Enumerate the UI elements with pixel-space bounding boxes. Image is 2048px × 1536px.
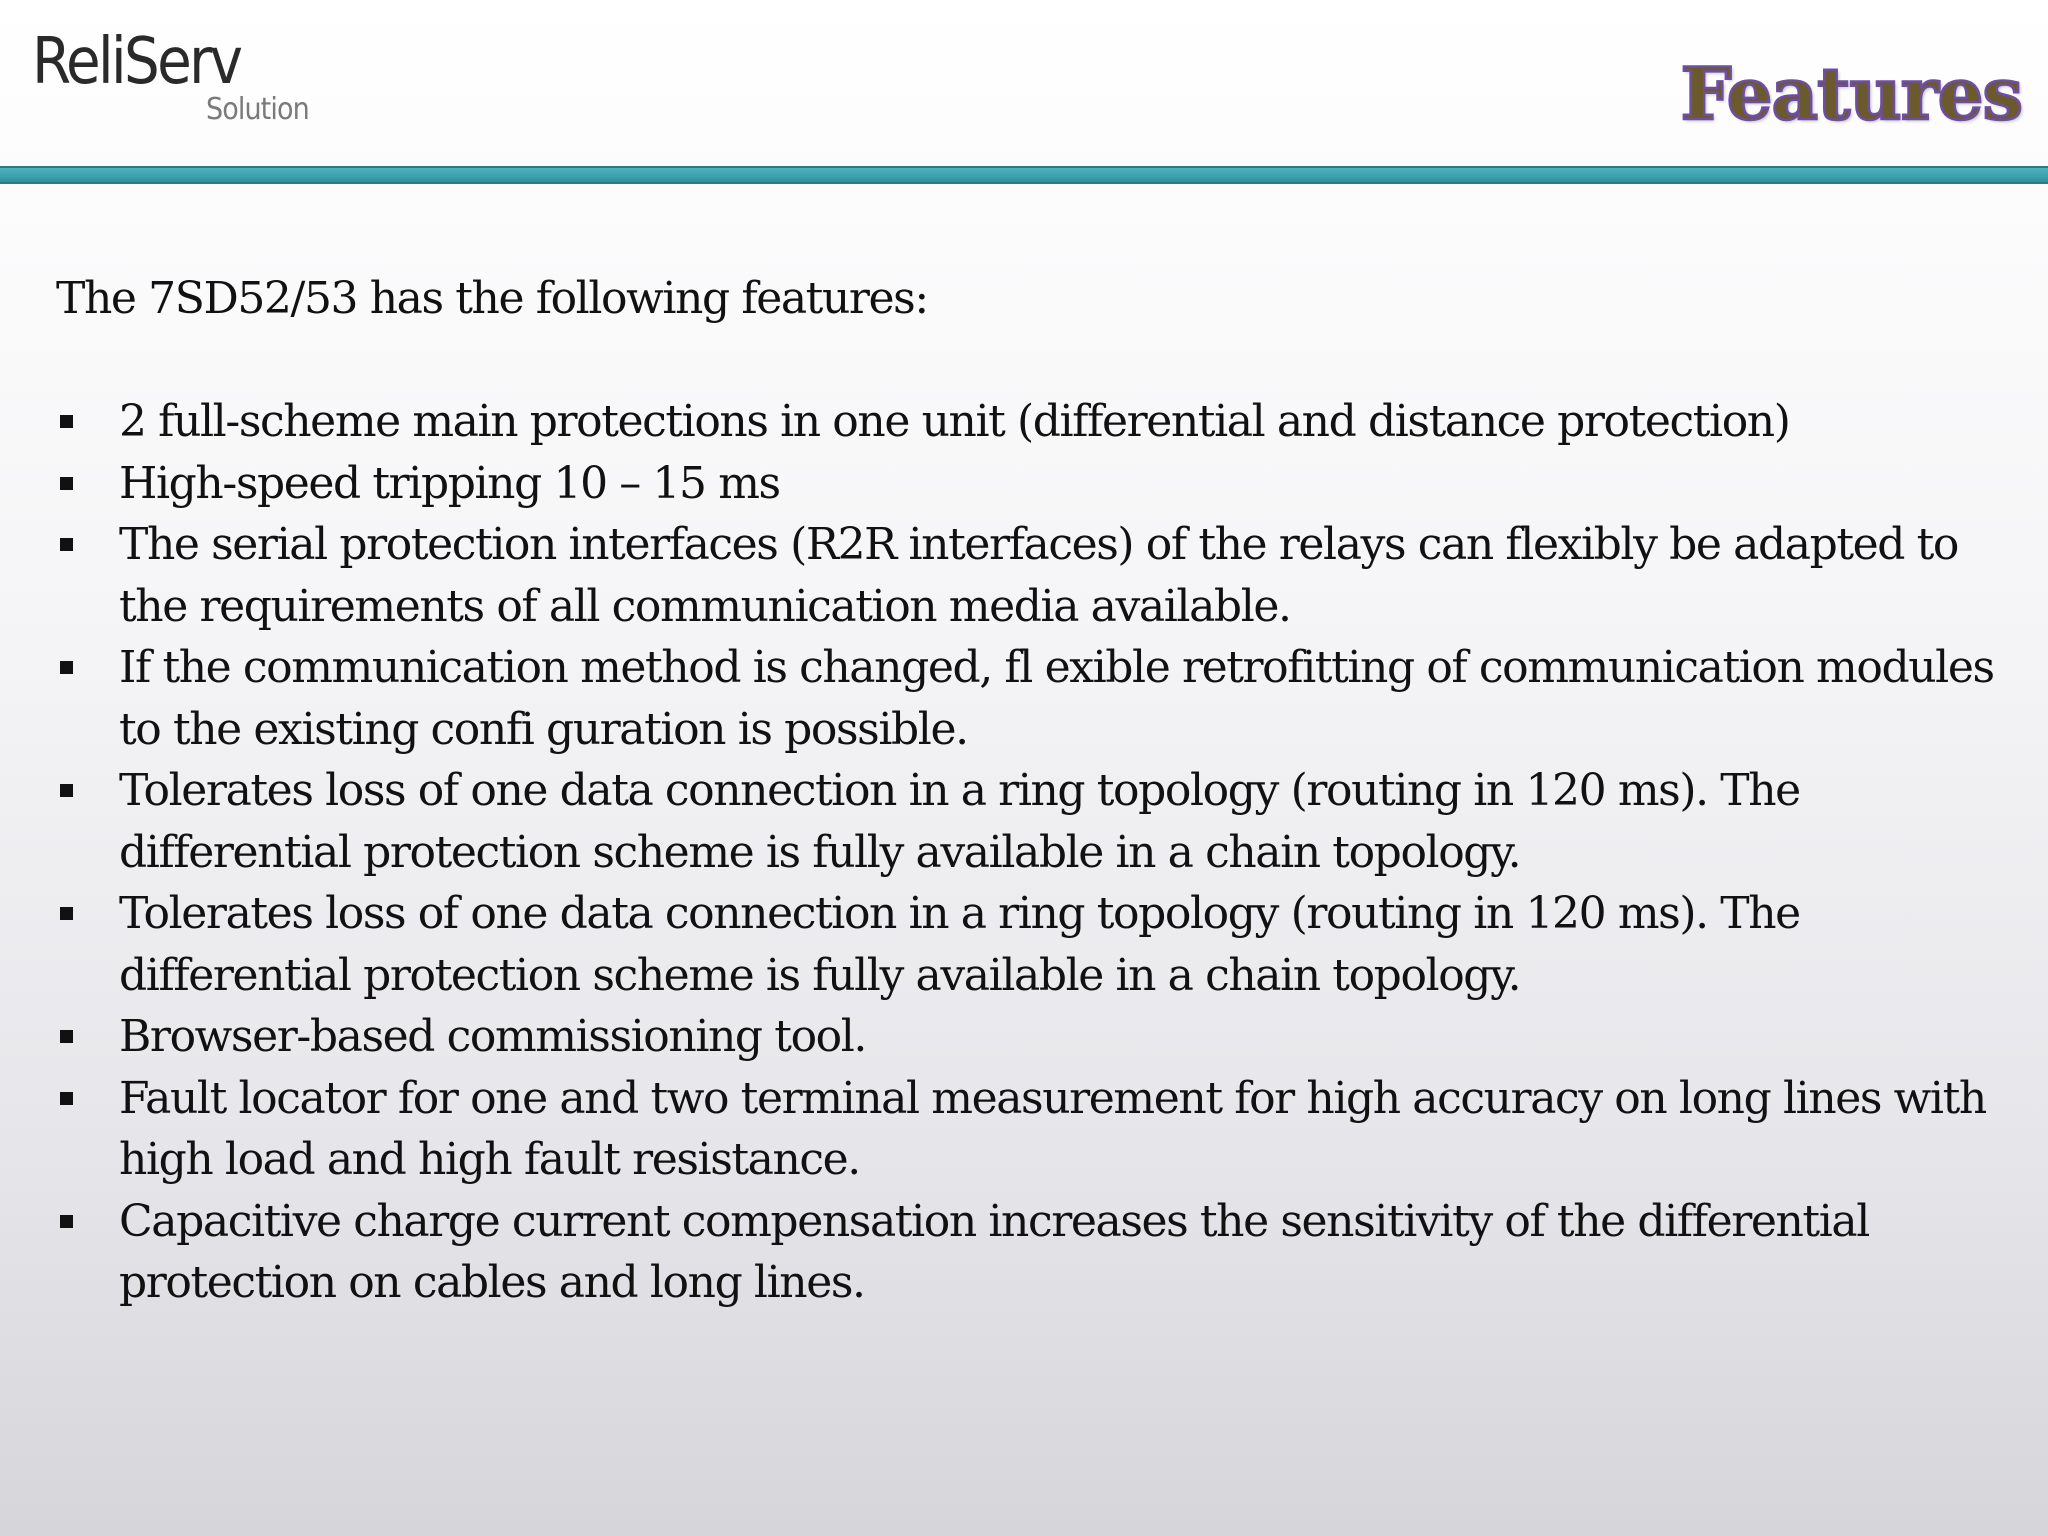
- list-item: [56, 453, 2016, 515]
- list-item: [56, 391, 2016, 453]
- slide-body: [56, 268, 2016, 1314]
- feature-list: [56, 391, 2016, 1314]
- list-item-text: Capacitive charge current compensation increases the sensitivity of the differential protection on cables and long lines.: [119, 1195, 1869, 1308]
- list-item: [56, 883, 2016, 1006]
- list-item-text: Tolerates loss of one data connection in a ring topology (routing in 120 ms). The differential protection scheme is fully available in a chain topology.: [119, 888, 1800, 1001]
- slide-title: Features: [1680, 51, 2022, 136]
- list-item: [56, 1191, 2016, 1314]
- square-bullet-icon: [60, 538, 73, 551]
- logo-tagline-text: Solution: [206, 92, 309, 127]
- list-item: [56, 1006, 2016, 1068]
- square-bullet-icon: [60, 1030, 73, 1043]
- square-bullet-icon: [60, 1092, 73, 1105]
- square-bullet-icon: [60, 1215, 73, 1228]
- list-item-text: If the communication method is changed, fl exible retrofitting of communication modules to the existing confi guration is possible.: [119, 642, 1994, 755]
- list-item-text: The serial protection interfaces (R2R interfaces) of the relays can flexibly be adapted to the requirements of all communication media available.: [119, 519, 1958, 632]
- company-logo: [32, 22, 332, 134]
- list-item: [56, 760, 2016, 883]
- intro-text: The 7SD52/53 has the following features:: [56, 273, 928, 324]
- square-bullet-icon: [60, 661, 73, 674]
- list-item-text: Fault locator for one and two terminal measurement for high accuracy on long lines with high load and high fault resistance.: [119, 1072, 1986, 1185]
- list-item: [56, 1068, 2016, 1191]
- header-divider-band: [0, 166, 2048, 184]
- list-item-text: Tolerates loss of one data connection in a ring topology (routing in 120 ms). The differential protection scheme is fully available in a chain topology.: [119, 765, 1800, 878]
- list-item-text: Browser-based commissioning tool.: [119, 1011, 867, 1062]
- logo-brand-text: ReliServ: [32, 25, 241, 99]
- list-item-text: 2 full-scheme main protections in one unit (differential and distance protection): [119, 396, 1790, 447]
- list-item: [56, 514, 2016, 637]
- square-bullet-icon: [60, 784, 73, 797]
- square-bullet-icon: [60, 415, 73, 428]
- square-bullet-icon: [60, 907, 73, 920]
- list-item: [56, 637, 2016, 760]
- square-bullet-icon: [60, 477, 73, 490]
- list-item-text: High-speed tripping 10 – 15 ms: [119, 457, 780, 509]
